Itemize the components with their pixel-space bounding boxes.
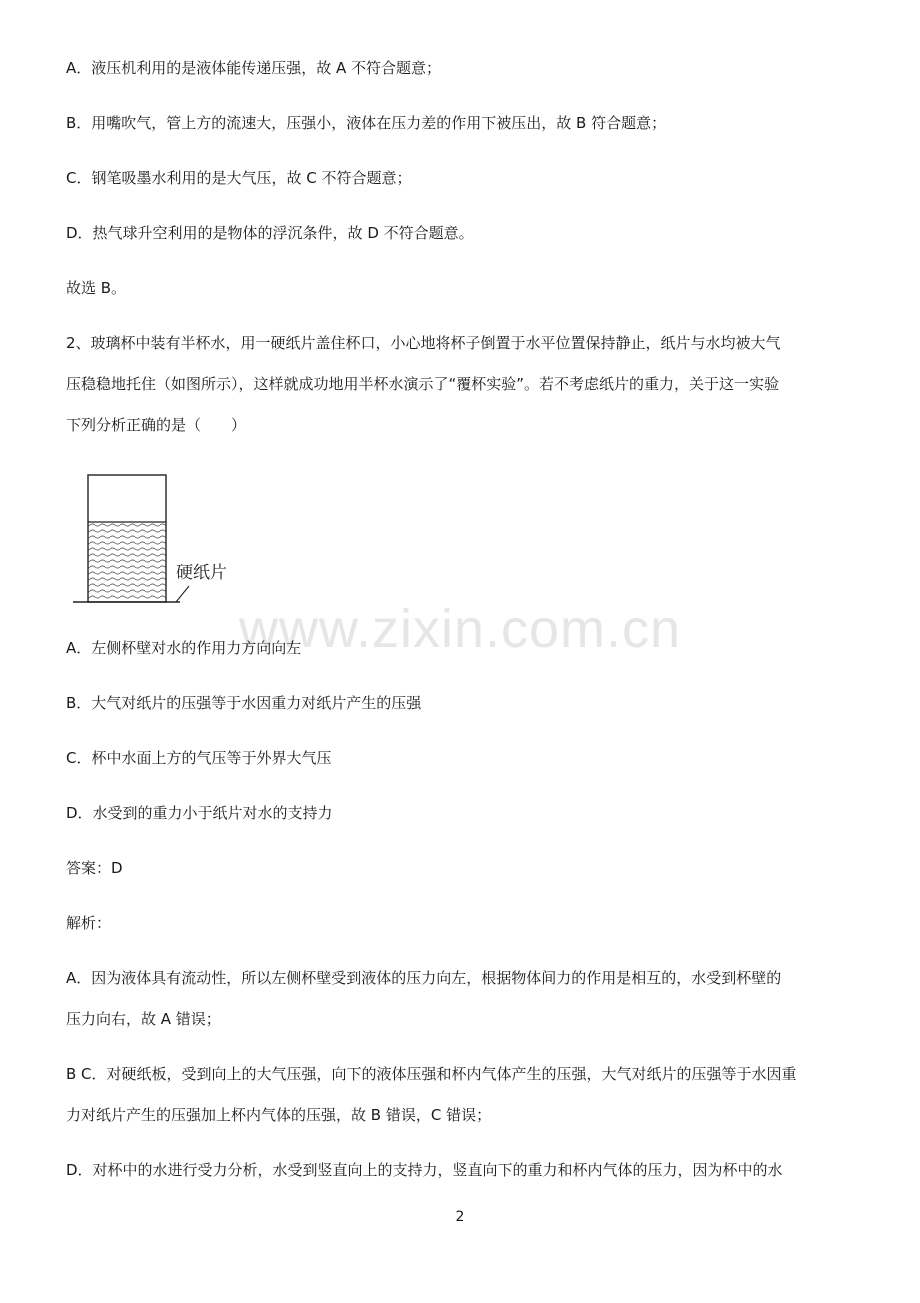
prev-option-c: C．钢笔吸墨水利用的是大气压，故 C 不符合题意； <box>66 169 412 187</box>
option-d: D．水受到的重力小于纸片对水的支持力 <box>66 804 333 822</box>
analysis-a-line-2: 压力向右，故 A 错误； <box>66 1010 221 1028</box>
option-a: A．左侧杯壁对水的作用力方向向左 <box>66 639 302 657</box>
question-stem-line-3: 下列分析正确的是（ ） <box>66 416 247 434</box>
water-region <box>88 522 166 602</box>
analysis-d-line-1: D．对杯中的水进行受力分析，水受到竖直向上的支持力，竖直向下的重力和杯内气体的压力，因为杯中的水 <box>66 1161 783 1179</box>
prev-option-d: D．热气球升空利用的是物体的浮沉条件，故 D 不符合题意。 <box>66 224 474 242</box>
analysis-title: 解析： <box>66 914 112 932</box>
answer: 答案：D <box>66 859 123 877</box>
analysis-bc-line-2: 力对纸片产生的压强加上杯内气体的压强，故 B 错误，C 错误； <box>66 1106 492 1124</box>
prev-conclusion: 故选 B。 <box>66 279 127 297</box>
inverted-cup-figure <box>70 468 240 608</box>
figure-label: 硬纸片 <box>176 563 227 583</box>
page-number: 2 <box>455 1209 465 1225</box>
option-c: C．杯中水面上方的气压等于外界大气压 <box>66 749 332 767</box>
watermark: www.zixin.com.cn <box>238 599 682 659</box>
prev-option-a: A．液压机利用的是液体能传递压强，故 A 不符合题意； <box>66 59 442 77</box>
option-b: B．大气对纸片的压强等于水因重力对纸片产生的压强 <box>66 694 422 712</box>
analysis-bc-line-1: B C．对硬纸板，受到向上的大气压强，向下的液体压强和杯内气体产生的压强，大气对纸片的压强等于水因重 <box>66 1065 797 1083</box>
prev-option-b: B．用嘴吹气，管上方的流速大，压强小，液体在压力差的作用下被压出，故 B 符合题意； <box>66 114 667 132</box>
question-stem-line-2: 压稳稳地托住（如图所示），这样就成功地用半杯水演示了“覆杯实验”。若不考虑纸片的重力，关于这一实验 <box>66 375 780 393</box>
analysis-a-line-1: A．因为液体具有流动性，所以左侧杯壁受到液体的压力向左，根据物体间力的作用是相互的，水受到杯壁的 <box>66 969 782 987</box>
question-stem-line-1: 2、玻璃杯中装有半杯水，用一硬纸片盖住杯口，小心地将杯子倒置于水平位置保持静止，纸片与水均被大气 <box>66 334 781 352</box>
label-leader-line <box>176 586 189 602</box>
